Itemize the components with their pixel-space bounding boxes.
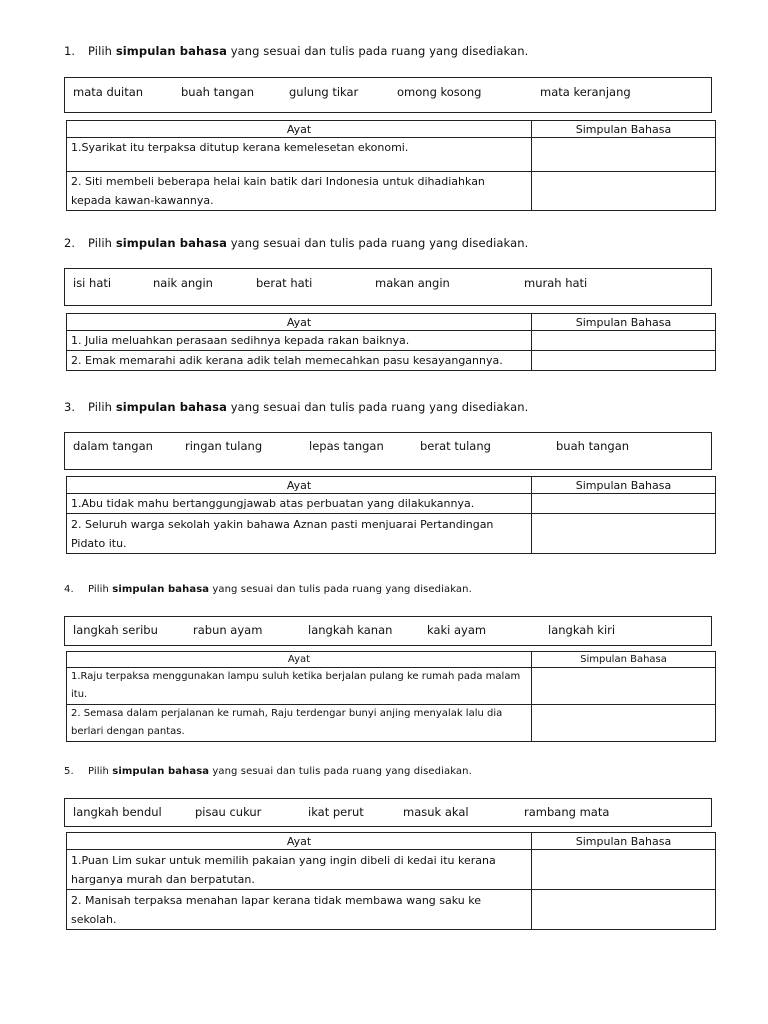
question-4-table (66, 651, 716, 742)
word-option: kaki ayam (427, 623, 487, 637)
word-option: langkah bendul (73, 805, 162, 819)
question-3-word-bank (64, 432, 712, 470)
word-option: rabun ayam (193, 623, 263, 637)
word-option: lepas tangan (309, 439, 384, 453)
word-option: murah hati (524, 276, 588, 290)
answer-cell[interactable] (532, 138, 716, 172)
word-option: omong kosong (397, 85, 482, 99)
question-number: 5. (64, 766, 74, 777)
sentence-cell: 1.Raju terpaksa menggunakan lampu suluh ketika berjalan pulang ke rumah pada malam itu. (67, 668, 532, 705)
bold-term: simpulan bahasa (112, 766, 210, 777)
word-option: buah tangan (181, 85, 255, 99)
answer-cell[interactable] (532, 850, 716, 890)
word-option: masuk akal (403, 805, 469, 819)
header-simpulan-bahasa: Simpulan Bahasa (532, 477, 716, 494)
question-1-word-bank (64, 77, 712, 113)
question-4-instruction: 4. Pilih simpulan bahasa yang sesuai dan tulis pada ruang yang disediakan. (64, 584, 472, 595)
sentence-cell: 2. Seluruh warga sekolah yakin bahawa Aznan pasti menjuarai Pertandingan Pidato itu. (67, 514, 532, 554)
header-simpulan-bahasa: Simpulan Bahasa (532, 121, 716, 138)
word-option: rambang mata (524, 805, 610, 819)
question-number: 1. (64, 44, 76, 58)
question-2-instruction: 2. Pilih simpulan bahasa yang sesuai dan tulis pada ruang yang disediakan. (64, 236, 529, 250)
sentence-cell: 2. Emak memarahi adik kerana adik telah memecahkan pasu kesayangannya. (67, 351, 532, 371)
word-option: dalam tangan (73, 439, 153, 453)
header-ayat: Ayat (67, 314, 532, 331)
question-number: 4. (64, 584, 74, 595)
header-simpulan-bahasa: Simpulan Bahasa (532, 652, 716, 668)
sentence-cell: 1.Syarikat itu terpaksa ditutup kerana kemelesetan ekonomi. (67, 138, 532, 172)
word-option: berat hati (256, 276, 313, 290)
bold-term: simpulan bahasa (115, 400, 227, 414)
sentence-cell: 1. Julia meluahkan perasaan sedihnya kepada rakan baiknya. (67, 331, 532, 351)
word-option: langkah kiri (548, 623, 616, 637)
bold-term: simpulan bahasa (115, 236, 227, 250)
word-option: pisau cukur (195, 805, 262, 819)
question-5-table (66, 832, 716, 930)
word-option: buah tangan (556, 439, 630, 453)
word-option: ikat perut (308, 805, 364, 819)
header-ayat: Ayat (67, 121, 532, 138)
word-option: mata keranjang (540, 85, 631, 99)
header-simpulan-bahasa: Simpulan Bahasa (532, 833, 716, 850)
answer-cell[interactable] (532, 494, 716, 514)
question-5-instruction: 5. Pilih simpulan bahasa yang sesuai dan tulis pada ruang yang disediakan. (64, 766, 472, 777)
word-option: isi hati (73, 276, 112, 290)
word-option: berat tulang (420, 439, 491, 453)
answer-cell[interactable] (532, 890, 716, 930)
question-2-table (66, 313, 716, 371)
sentence-cell: 2. Siti membeli beberapa helai kain batik dari Indonesia untuk dihadiahkan kepada kawan-kawannya. (67, 172, 532, 211)
word-option: naik angin (153, 276, 213, 290)
sentence-cell: 1.Puan Lim sukar untuk memilih pakaian yang ingin dibeli di kedai itu kerana harganya murah dan berpatutan. (67, 850, 532, 890)
word-option: langkah kanan (308, 623, 393, 637)
answer-cell[interactable] (532, 668, 716, 705)
question-number: 3. (64, 400, 76, 414)
answer-cell[interactable] (532, 705, 716, 742)
word-option: makan angin (375, 276, 450, 290)
header-simpulan-bahasa: Simpulan Bahasa (532, 314, 716, 331)
question-1-instruction: 1. Pilih simpulan bahasa yang sesuai dan tulis pada ruang yang disediakan. (64, 44, 529, 58)
question-number: 2. (64, 236, 76, 250)
question-4-word-bank (64, 616, 712, 646)
answer-cell[interactable] (532, 331, 716, 351)
word-option: ringan tulang (185, 439, 263, 453)
answer-cell[interactable] (532, 351, 716, 371)
bold-term: simpulan bahasa (112, 584, 210, 595)
word-option: mata duitan (73, 85, 144, 99)
question-3-instruction: 3. Pilih simpulan bahasa yang sesuai dan tulis pada ruang yang disediakan. (64, 400, 529, 414)
question-2-word-bank (64, 268, 712, 306)
question-5-word-bank (64, 798, 712, 827)
sentence-cell: 2. Semasa dalam perjalanan ke rumah, Raju terdengar bunyi anjing menyalak lalu dia berlari dengan pantas. (67, 705, 532, 742)
word-option: gulung tikar (289, 85, 359, 99)
header-ayat: Ayat (67, 652, 532, 668)
answer-cell[interactable] (532, 172, 716, 211)
header-ayat: Ayat (67, 477, 532, 494)
answer-cell[interactable] (532, 514, 716, 554)
question-3-table (66, 476, 716, 554)
question-1-table (66, 120, 716, 211)
sentence-cell: 2. Manisah terpaksa menahan lapar kerana tidak membawa wang saku ke sekolah. (67, 890, 532, 930)
word-option: langkah seribu (73, 623, 158, 637)
header-ayat: Ayat (67, 833, 532, 850)
sentence-cell: 1.Abu tidak mahu bertanggungjawab atas perbuatan yang dilakukannya. (67, 494, 532, 514)
bold-term: simpulan bahasa (115, 44, 227, 58)
